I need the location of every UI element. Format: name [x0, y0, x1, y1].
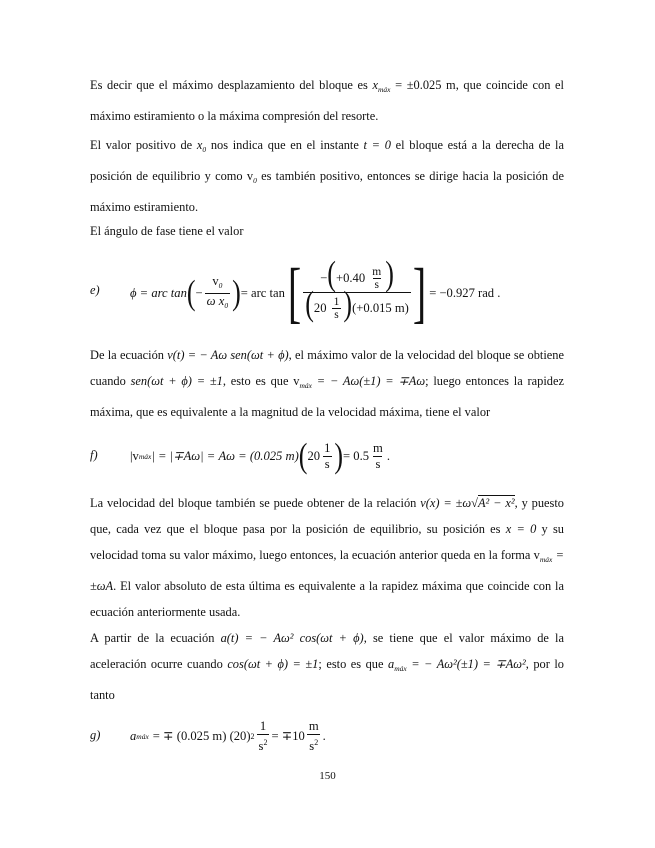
- text: y su velocidad toma su valor máximo, luego entonces, la ecuación anterior queda en la forma: [90, 522, 564, 562]
- text: , el máximo valor de la velocidad del bloque se obtiene cuando: [90, 348, 564, 388]
- unit-1-per-s: [332, 296, 342, 321]
- unit-m: m: [308, 718, 319, 733]
- x0-subscript: 0: [224, 300, 229, 310]
- amax-subscript: máx: [394, 664, 407, 673]
- unit-s: s: [258, 738, 264, 753]
- x0-subscript: 0: [202, 145, 207, 154]
- text: A partir de la ecuación: [90, 631, 215, 645]
- vmax-symbol: v: [293, 374, 300, 388]
- equation-label-f: f): [90, 448, 98, 462]
- paragraph-max-displacement: [90, 72, 564, 129]
- unit-m-per-s2: [307, 719, 321, 754]
- amax-symbol: a: [130, 728, 137, 743]
- unit-s: s: [324, 456, 330, 471]
- sin-condition: sen(ωt + ϕ) = ±1: [130, 374, 223, 388]
- numerator-one: 1: [324, 440, 331, 455]
- position-value: (+0.015 m): [352, 300, 409, 315]
- fraction-v0-over-omega-x0: [205, 274, 230, 313]
- phase-result: = −0.927 rad .: [429, 285, 501, 300]
- phi-lhs: ϕ = arc tan: [130, 285, 187, 300]
- unit-1-per-s2: [257, 719, 270, 754]
- text: , que coincide con el máximo estiramiento o la máxima compresión del resorte.: [90, 78, 564, 123]
- velocity-relation-equation: v(x) = ±ω: [420, 496, 472, 510]
- numerator-one: 1: [259, 718, 267, 733]
- numerator-one: 1: [333, 296, 340, 309]
- t0-equation: t = 0: [363, 138, 391, 152]
- equation-f: |v máx | = |∓Aω| = Aω = (0.025 m) ( 20 $\frac{1}{s}$ ) = 0.5 $\frac{m}{s}$ .: [130, 435, 390, 475]
- equation-e: ϕ = arc tan ( − $\frac{v_0}{\omega x_0}$ ) = arc tan [ −(+0.40 $\frac{m}{s}$ ) (20 $\frac{1}{s}$ )(+0.015 m) ] = −0.927 rad .: [130, 253, 501, 331]
- text: nos indica que en el instante: [210, 138, 359, 152]
- v0-subscript: 0: [253, 176, 257, 185]
- sqrt-icon: √: [471, 496, 478, 510]
- vmax-symbol: v: [533, 548, 540, 562]
- unit-m-per-s: [371, 441, 385, 472]
- unit-m: m: [373, 440, 383, 455]
- paragraph-velocity-relation: [90, 490, 564, 625]
- text: Es decir que el máximo desplazamiento del bloque es: [90, 78, 368, 92]
- text: El ángulo de fase tiene el valor: [90, 224, 244, 238]
- x-zero-equation: x = 0: [505, 522, 537, 536]
- unit-s: s: [374, 279, 379, 292]
- paragraph-max-acceleration: [90, 625, 564, 708]
- speed-expression: | = |∓Aω| = Aω = (0.025 m): [151, 449, 299, 463]
- x-max-subscript: máx: [378, 85, 391, 94]
- v0-subscript: 0: [218, 280, 223, 290]
- unit-s: s: [334, 309, 339, 322]
- paragraph-positive-x0: [90, 132, 564, 220]
- unit-1-per-s: [322, 441, 332, 472]
- acceleration-equation: a(t) = − Aω² cos(ωt + ϕ): [220, 631, 364, 645]
- v0-symbol: v: [212, 273, 219, 288]
- unit-s: s: [309, 738, 315, 753]
- exponent-2: 2: [263, 737, 268, 747]
- exponent-2: 2: [314, 737, 319, 747]
- fraction-velocity-over-product: −(+0.40 $\frac{m}{s}$ ) (20 $\frac{1}{s}$ )(+0.015 m): [305, 253, 409, 323]
- exponent-2: 2: [250, 731, 255, 741]
- equation-label-g: g): [90, 728, 101, 742]
- text: El valor positivo de: [90, 138, 193, 152]
- text: . El valor absoluto de esta última es equivalente a la rapidez máxima que coincide con la ecuación anteriormente usada.: [90, 579, 564, 619]
- vmax-subscript: máx: [539, 555, 553, 564]
- paragraph-phase-angle: [90, 218, 564, 244]
- text: el bloque está a la derecha de la posición de equilibrio y como: [90, 138, 564, 183]
- x0-symbol: x: [196, 138, 203, 152]
- x0-symbol: x: [218, 293, 225, 308]
- unit-s: s: [375, 456, 381, 471]
- minus-sign: −: [320, 270, 328, 285]
- text: , por lo tanto: [90, 657, 564, 702]
- amax-equation: = − Aω²(±1) = ∓Aω²: [411, 657, 526, 671]
- arctan-label: = arc tan: [240, 285, 285, 300]
- speed-lhs: |v: [130, 448, 139, 463]
- speed-result: = 0.5: [343, 448, 370, 463]
- text: es también positivo, entonces se dirige hacia la posición de máximo estiramiento.: [90, 169, 564, 214]
- text: ; esto es que: [318, 657, 384, 671]
- equation-g: [130, 716, 326, 756]
- amax-symbol: a: [388, 657, 395, 671]
- text: La velocidad del bloque también se puede obtener de la relación: [90, 496, 417, 510]
- text: , esto es que: [222, 374, 289, 388]
- omega-value: 20: [313, 300, 327, 315]
- text: , se tiene que el valor máximo de la aceleración ocurre cuando: [90, 631, 564, 671]
- vmax-subscript: máx: [138, 451, 152, 461]
- vmax-subscript: máx: [299, 381, 312, 390]
- period: .: [386, 448, 390, 463]
- x-max-value: = ±0.025 m: [395, 78, 456, 92]
- v0-symbol: v: [246, 169, 254, 183]
- minus-sign: −: [195, 285, 203, 300]
- unit-m-per-s: [370, 266, 383, 291]
- acceleration-expression: = ∓ (0.025 m) (20): [152, 729, 251, 743]
- omega-value: 20: [307, 448, 321, 463]
- omega-symbol: ω: [206, 293, 216, 308]
- paragraph-max-velocity: [90, 342, 564, 425]
- velocity-equation: v(t) = − Aω sen(ωt + ϕ): [167, 348, 289, 362]
- vmax-equation: = − Aω(±1) = ∓Aω: [316, 374, 426, 388]
- page-number: 150: [319, 770, 336, 782]
- unit-m: m: [372, 266, 382, 279]
- acceleration-result: = ∓10: [271, 729, 305, 743]
- sqrt-argument: A² − x²: [477, 496, 515, 510]
- period: .: [322, 728, 326, 743]
- equation-label-e: e): [90, 283, 100, 297]
- text: , y puesto que, cada vez que el bloque pasa por la posición de equilibrio, su posición es: [90, 496, 565, 536]
- x-max-symbol: x: [372, 78, 378, 92]
- vmax-equation: = ±ωA: [90, 548, 564, 593]
- cos-condition: cos(ωt + ϕ) = ±1: [227, 657, 319, 671]
- amax-subscript: máx: [136, 731, 149, 741]
- text: De la ecuación: [90, 348, 164, 362]
- text: ; luego entonces la rapidez máxima, que es equivalente a la magnitud de la velocidad máxima, tiene el valor: [90, 374, 564, 419]
- velocity-value: +0.40: [335, 270, 366, 285]
